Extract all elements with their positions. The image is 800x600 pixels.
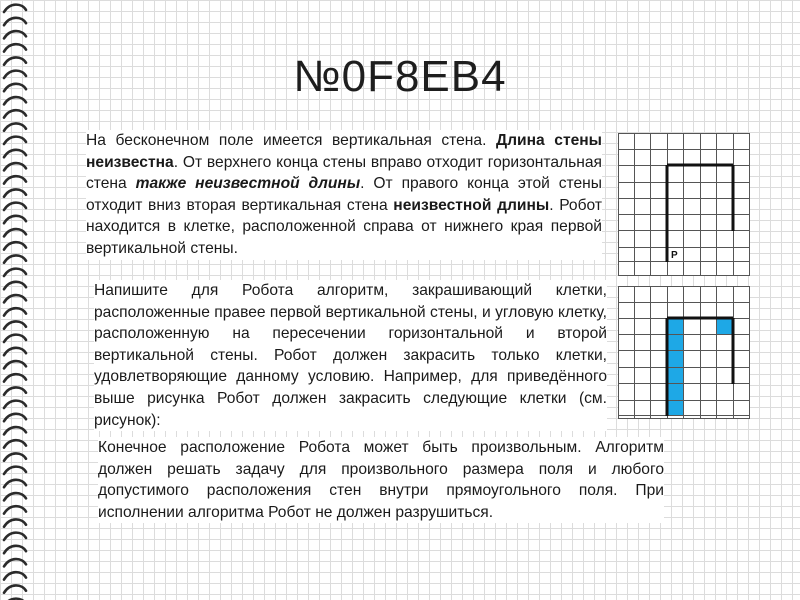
spiral-ring bbox=[4, 5, 26, 12]
spiral-ring bbox=[4, 31, 26, 38]
spiral-ring bbox=[4, 506, 26, 513]
statement-text-4: . Робот находится в клетке, расположенной справа от нижнего края первой вертикальной стены. bbox=[86, 196, 602, 257]
spiral-ring bbox=[4, 110, 26, 117]
statement-text-3: . От правого конца этой стены отходит вниз вторая вертикальная стена bbox=[86, 175, 602, 214]
painted-cell bbox=[668, 368, 683, 383]
spiral-ring bbox=[4, 216, 26, 223]
spiral-ring bbox=[4, 123, 26, 130]
statement-emphasis-2: также неизвестной длины bbox=[135, 175, 361, 193]
field-grid bbox=[619, 134, 750, 276]
spiral-ring bbox=[4, 401, 26, 408]
spiral-ring bbox=[4, 493, 26, 500]
spiral-ring bbox=[4, 255, 26, 262]
spiral-ring bbox=[4, 519, 26, 526]
statement-emphasis-3: неизвестной длины bbox=[393, 196, 550, 214]
statement-text-2: . От верхнего конца стены вправо отходит горизонтальная стена bbox=[86, 153, 602, 193]
spiral-ring bbox=[4, 308, 26, 315]
spiral-ring bbox=[4, 453, 26, 460]
spiral-ring bbox=[4, 150, 26, 157]
spiral-ring bbox=[4, 44, 26, 51]
spiral-ring bbox=[4, 335, 26, 342]
statement-emphasis-1: Длина стены неизвестна bbox=[86, 132, 602, 171]
painted-cell bbox=[668, 335, 683, 350]
spiral-ring bbox=[4, 189, 26, 196]
spiral-ring bbox=[4, 348, 26, 355]
spiral-ring bbox=[4, 427, 26, 434]
initial-field-figure bbox=[618, 133, 750, 276]
task-description: Напишите для Робота алгоритм, закрашивающий клетки, расположенные правее первой вертикальной стены, и угловую клетку, расположенную на пересечении горизонтальной и второй вертикальной стены. Робот должен закрасить только клетки, удовлетворяющие данному условию. Например, для приведённого выше рисунка Робот должен закрасить следующие клетки (см. рисунок): bbox=[94, 280, 607, 431]
spiral-ring bbox=[4, 163, 26, 170]
painted-cell bbox=[668, 401, 683, 415]
spiral-ring bbox=[4, 295, 26, 302]
spiral-ring bbox=[4, 374, 26, 381]
spiral-ring bbox=[4, 387, 26, 394]
spiral-ring bbox=[4, 361, 26, 368]
spiral-ring bbox=[4, 176, 26, 183]
painted-cell-corner bbox=[717, 319, 732, 334]
spiral-ring bbox=[4, 269, 26, 276]
page-title: №0F8EB4 bbox=[293, 52, 507, 101]
robot-marker: Р bbox=[671, 250, 678, 261]
painted-cell bbox=[668, 384, 683, 400]
spiral-ring bbox=[4, 467, 26, 474]
spiral-ring bbox=[4, 480, 26, 487]
spiral-ring bbox=[4, 242, 26, 249]
spiral-ring bbox=[4, 321, 26, 328]
spiral-ring bbox=[4, 572, 26, 579]
problem-statement bbox=[86, 130, 602, 260]
statement-text-1: На бесконечном поле имеется вертикальная стена. bbox=[86, 132, 496, 149]
additional-conditions: Конечное расположение Робота может быть произвольным. Алгоритм должен решать задачу для произвольного размера поля и любого допустимого расположения стен внутри прямоугольного поля. При исполнении алгоритма Робот не должен разрушиться. bbox=[98, 437, 664, 523]
spiral-ring bbox=[4, 440, 26, 447]
result-field-figure bbox=[618, 286, 750, 419]
spiral-ring bbox=[4, 18, 26, 25]
painted-cell bbox=[668, 319, 683, 334]
painted-cell bbox=[668, 351, 683, 367]
spiral-ring bbox=[4, 533, 26, 540]
spiral-ring bbox=[4, 546, 26, 553]
spiral-ring bbox=[4, 414, 26, 421]
spiral-ring bbox=[4, 137, 26, 144]
spiral-ring bbox=[4, 282, 26, 289]
spiral-ring bbox=[4, 229, 26, 236]
spiral-ring bbox=[4, 585, 26, 592]
spiral-ring bbox=[4, 559, 26, 566]
spiral-ring bbox=[4, 203, 26, 210]
